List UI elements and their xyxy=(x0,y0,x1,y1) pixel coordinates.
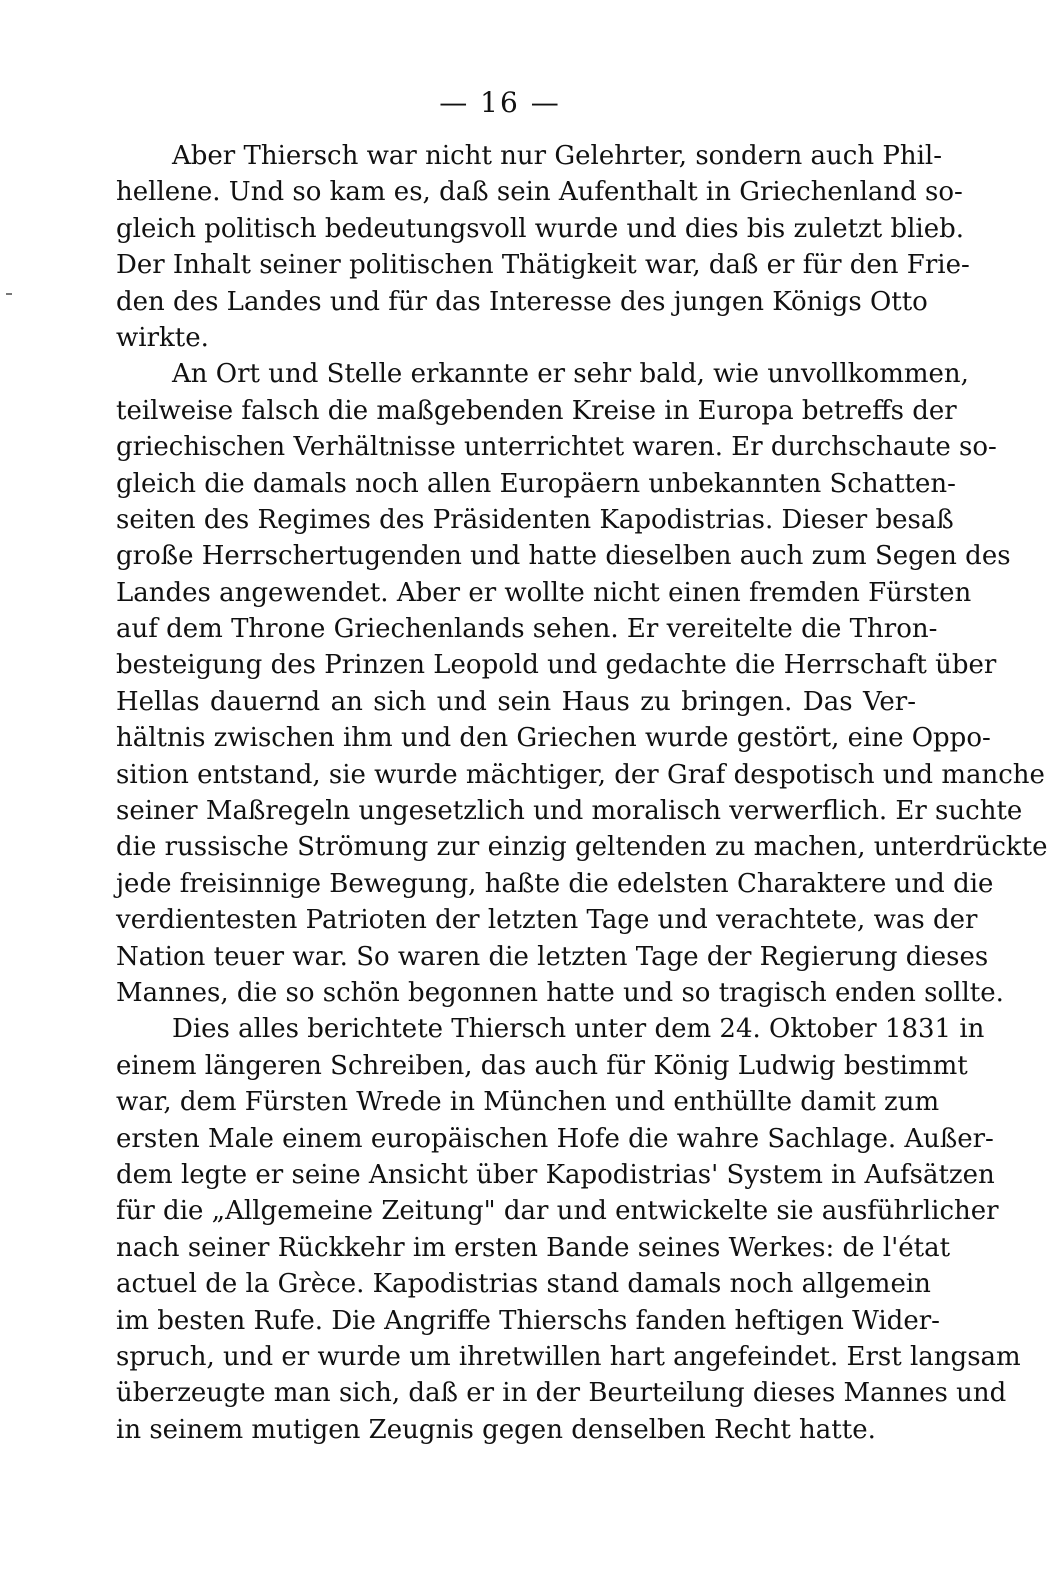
text-line: gleich die damals noch allen Europäern unbekannten Schatten- xyxy=(116,468,956,499)
text-line: Hellas dauernd an sich und sein Haus zu bringen. Das Ver- xyxy=(116,686,916,717)
text-line: actuel de la Grèce. Kapodistrias stand damals noch allgemein xyxy=(116,1269,931,1300)
text-line: Aber Thiersch war nicht nur Gelehrter, sondern auch Phil- xyxy=(172,141,942,171)
text-line: Landes angewendet. Aber er wollte nicht einen fremden Fürsten xyxy=(116,577,972,608)
text-line: Mannes, die so schön begonnen hatte und so tragisch enden sollte. xyxy=(116,977,1004,1008)
text-line: im besten Rufe. Die Angriffe Thierschs fanden heftigen Wider- xyxy=(116,1305,940,1336)
body-text xyxy=(116,138,1048,1448)
text-line: Dies alles berichtete Thiersch unter dem 24. Oktober 1831 in xyxy=(172,1014,985,1045)
text-line: besteigung des Prinzen Leopold und gedachte die Herrschaft über xyxy=(116,650,997,681)
scan-artifact-mark xyxy=(6,293,12,295)
text-line: wirkte. xyxy=(116,322,209,353)
text-line: spruch, und er wurde um ihretwillen hart angefeindet. Erst langsam xyxy=(116,1341,1021,1372)
text-line: dem legte er seine Ansicht über Kapodistrias' System in Aufsätzen xyxy=(116,1159,995,1190)
text-line: An Ort und Stelle erkannte er sehr bald, wie unvollkommen, xyxy=(172,359,969,390)
text-line: jede freisinnige Bewegung, haßte die edelsten Charaktere und die xyxy=(116,868,994,899)
text-line: gleich politisch bedeutungsvoll wurde und dies bis zuletzt blieb. xyxy=(116,213,965,244)
text-line: hellene. Und so kam es, daß sein Aufenthalt in Griechenland so- xyxy=(116,177,963,208)
text-line: war, dem Fürsten Wrede in München und enthüllte damit zum xyxy=(116,1087,940,1118)
text-line: teilweise falsch die maßgebenden Kreise in Europa betreffs der xyxy=(116,395,957,426)
text-line: auf dem Throne Griechenlands sehen. Er vereitelte die Thron- xyxy=(116,614,938,645)
text-line: überzeugte man sich, daß er in der Beurteilung dieses Mannes und xyxy=(116,1378,1007,1409)
text-line: sition entstand, sie wurde mächtiger, der Graf despotisch und manche xyxy=(116,759,1045,790)
text-line: verdientesten Patrioten der letzten Tage und verachtete, was der xyxy=(116,905,978,936)
text-line: griechischen Verhältnisse unterrichtet waren. Er durchschaute so- xyxy=(116,432,997,463)
text-line: die russische Strömung zur einzig geltenden zu machen, unterdrückte xyxy=(116,832,1048,863)
text-line: seiten des Regimes des Präsidenten Kapodistrias. Dieser besaß xyxy=(116,504,954,535)
text-line: nach seiner Rückkehr im ersten Bande seines Werkes: de l'état xyxy=(116,1232,951,1263)
page-number: — 16 — xyxy=(439,86,561,119)
text-line: hältnis zwischen ihm und den Griechen wurde gestört, eine Oppo- xyxy=(116,723,991,754)
text-line: ersten Male einem europäischen Hofe die wahre Sachlage. Außer- xyxy=(116,1123,994,1154)
text-line: große Herrschertugenden und hatte dieselben auch zum Segen des xyxy=(116,541,1011,572)
text-line: seiner Maßregeln ungesetzlich und moralisch verwerflich. Er suchte xyxy=(116,796,1023,827)
text-line: Nation teuer war. So waren die letzten Tage der Regierung dieses xyxy=(116,941,989,972)
text-line: in seinem mutigen Zeugnis gegen denselben Recht hatte. xyxy=(116,1414,876,1445)
text-line: den des Landes und für das Interesse des jungen Königs Otto xyxy=(116,286,928,317)
text-line: für die „Allgemeine Zeitung" dar und entwickelte sie ausführlicher xyxy=(116,1196,999,1227)
text-line: Der Inhalt seiner politischen Thätigkeit war, daß er für den Frie- xyxy=(116,250,970,281)
text-line: einem längeren Schreiben, das auch für König Ludwig bestimmt xyxy=(116,1050,968,1081)
